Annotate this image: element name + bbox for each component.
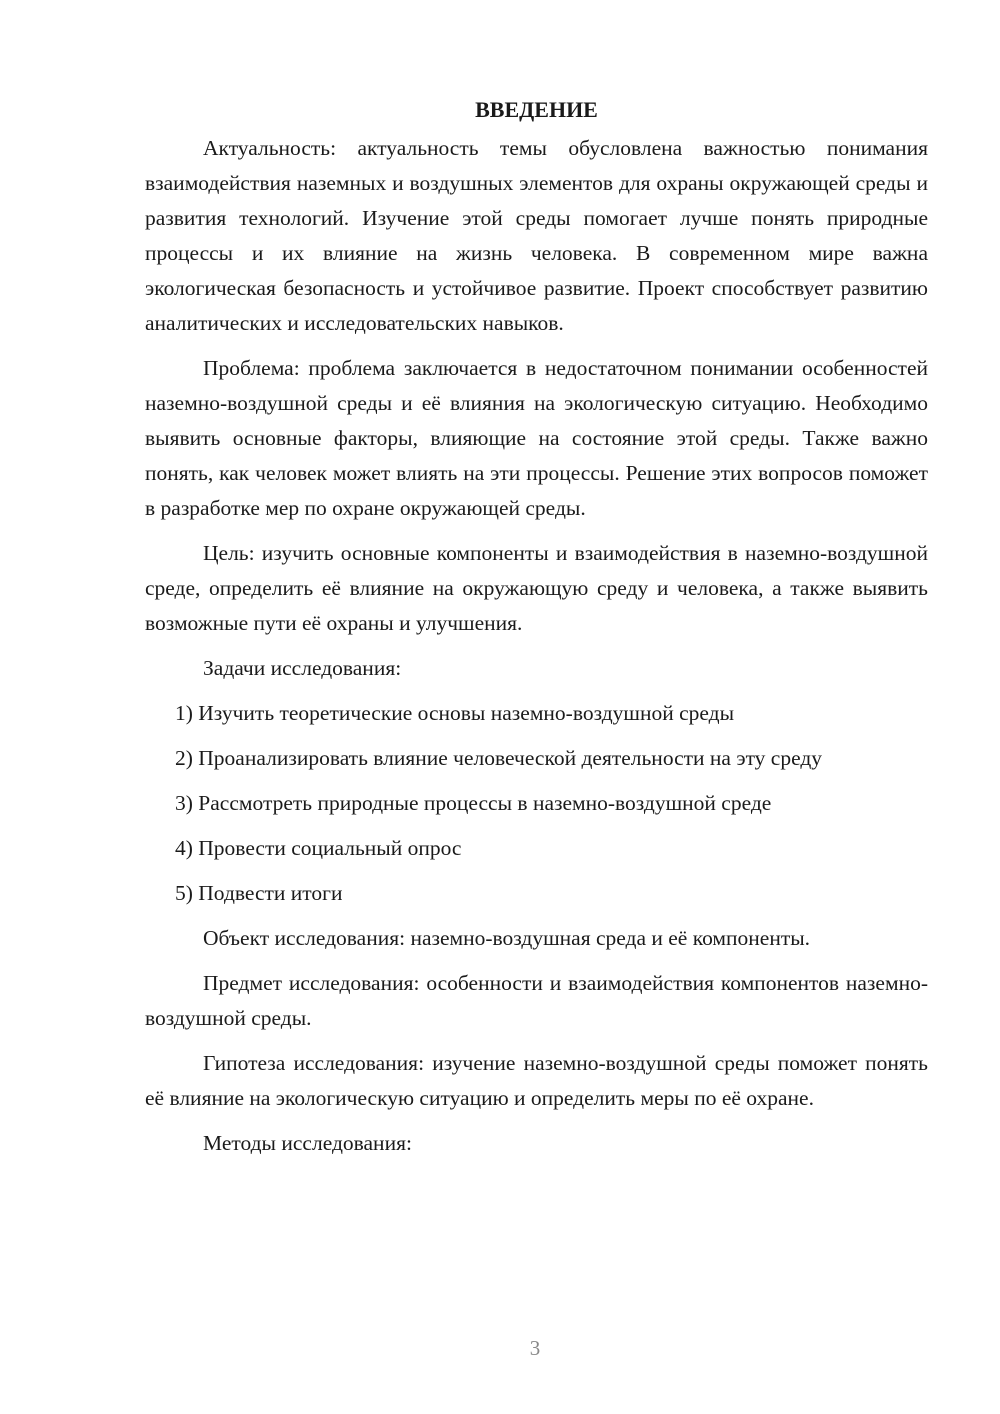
- task-item-3: 3) Рассмотреть природные процессы в наземно-воздушной среде: [175, 791, 772, 815]
- page-number: 3: [529, 1336, 541, 1360]
- hypothesis-paragraph: Гипотеза исследования: изучение наземно-воздушной среды поможет понять её влияние на экологическую ситуацию и определить меры по её охране.: [145, 1051, 928, 1110]
- relevance-paragraph: Актуальность: актуальность темы обусловлена важностью понимания взаимодействия наземных и воздушных элементов для охраны окружающей среды и развития технологий. Изучение этой среды помогает лучше понять природные процессы и их влияние на жизнь человека. В современном мире важна экологическая безопасность и устойчивое развитие. Проект способствует развитию аналитических и исследовательских навыков.: [145, 136, 928, 335]
- task-item-2: 2) Проанализировать влияние человеческой деятельности на эту среду: [175, 746, 823, 770]
- subject-paragraph: Предмет исследования: особенности и взаимодействия компонентов наземно-воздушной среды.: [145, 971, 928, 1030]
- problem-paragraph: Проблема: проблема заключается в недостаточном понимании особенностей наземно-воздушной среды и её влияния на экологическую ситуацию. Необходимо выявить основные факторы, влияющие на состояние этой среды. Также важно понять, как человек может влиять на эти процессы. Решение этих вопросов поможет в разработке мер по охране окружающей среды.: [145, 356, 928, 520]
- task-item-4: 4) Провести социальный опрос: [175, 836, 462, 860]
- task-item-1: 1) Изучить теоретические основы наземно-воздушной среды: [175, 701, 735, 725]
- methods-heading: Методы исследования:: [203, 1131, 412, 1155]
- object-paragraph: Объект исследования: наземно-воздушная среда и её компоненты.: [203, 926, 811, 950]
- task-item-5: 5) Подвести итоги: [175, 881, 343, 905]
- section-title: ВВЕДЕНИЕ: [475, 97, 598, 122]
- tasks-heading: Задачи исследования:: [203, 656, 402, 680]
- goal-paragraph: Цель: изучить основные компоненты и взаимодействия в наземно-воздушной среде, определить её влияние на окружающую среду и человека, а также выявить возможные пути её охраны и улучшения.: [145, 541, 928, 635]
- document-page: [145, 95, 928, 1171]
